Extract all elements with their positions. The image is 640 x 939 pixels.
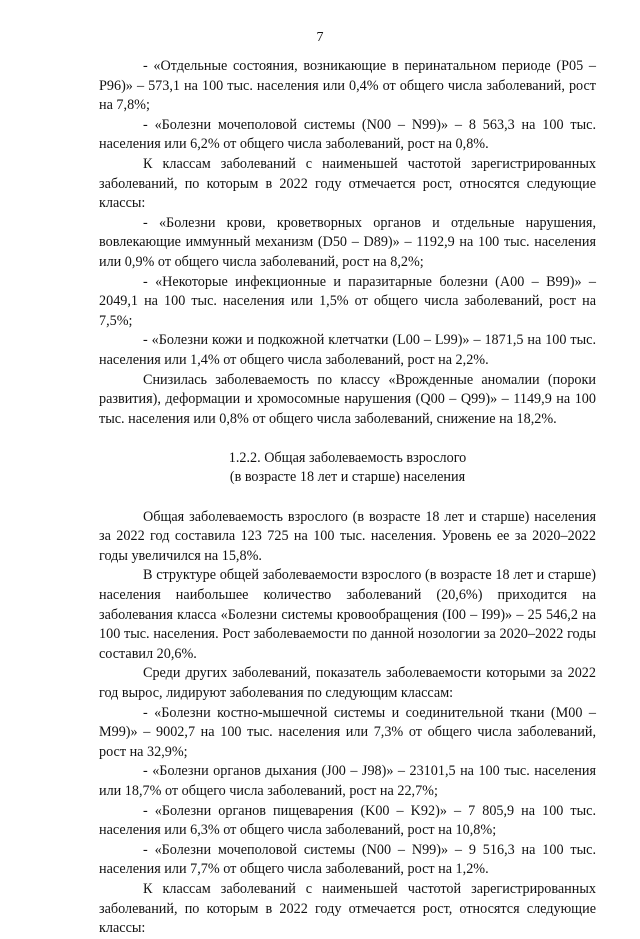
section-spacer bbox=[99, 488, 596, 508]
paragraph-adult-morbidity-structure: В структуре общей заболеваемости взрослого (в возрасте 18 лет и старше) населения наибольшее количество заболеваний (20,6%) приходится на заболевания класса «Болезни системы кровообращения (I00 – I99)» – 25 546,2 на 100 тыс. населения. Рост заболеваемости по данной нозологии за 2020–2022 годы составил 20,6%. bbox=[99, 567, 596, 662]
section-heading-line-1: 1.2.2. Общая заболеваемость взрослого bbox=[228, 449, 467, 466]
section-heading-line-2: (в возрасте 18 лет и старше) населения bbox=[229, 469, 466, 486]
paragraph-respiratory-diseases: - «Болезни органов дыхания (J00 – J98)» – 23101,5 на 100 тыс. населения или 18,7% от общего числа заболеваний, рост на 22,7%; bbox=[99, 763, 596, 799]
paragraph-digestive-diseases: - «Болезни органов пищеварения (K00 – K92)» – 7 805,9 на 100 тыс. населения или 6,3% от общего числа заболеваний, рост на 10,8%; bbox=[99, 802, 596, 839]
page-content bbox=[99, 57, 596, 939]
paragraph-genitourinary-diseases-adult: - «Болезни мочеполовой системы (N00 – N99)» – 9 516,3 на 100 тыс. населения или 7,7% от общего числа заболеваний, рост на 1,2%. bbox=[99, 841, 596, 878]
paragraph-perinatal-conditions: - «Отдельные состояния, возникающие в перинатальном периоде (P05 – P96)» – 573,1 на 100 тыс. населения или 0,4% от общего числа заболеваний, рост на 7,8%; bbox=[99, 58, 596, 114]
section-spacer bbox=[99, 429, 596, 449]
paragraph-infectious-diseases: - «Некоторые инфекционные и паразитарные болезни (A00 – B99)» – 2049,1 на 100 тыс. населения или 1,5% от общего числа заболеваний, рост на 7,5%; bbox=[99, 273, 596, 329]
paragraph-skin-diseases: - «Болезни кожи и подкожной клетчатки (L00 – L99)» – 1871,5 на 100 тыс. населения или 1,4% от общего числа заболеваний, рост на 2,2%. bbox=[99, 332, 596, 368]
paragraph-musculoskeletal-diseases: - «Болезни костно-мышечной системы и соединительной ткани (M00 – M99)» – 9002,7 на 100 тыс. населения или 7,3% от общего числа заболеваний, рост на 32,9%; bbox=[99, 704, 596, 760]
page-number: 7 bbox=[316, 30, 324, 45]
paragraph-lowest-frequency-intro: К классам заболеваний с наименьшей частотой зарегистрированных заболеваний, по которым в 2022 году отмечается рост, относятся следующие классы: bbox=[99, 155, 596, 212]
paragraph-genitourinary-diseases: - «Болезни мочеполовой системы (N00 – N99)» – 8 563,3 на 100 тыс. населения или 6,2% от общего числа заболеваний, рост на 0,8%. bbox=[99, 116, 596, 153]
paragraph-adult-morbidity-total: Общая заболеваемость взрослого (в возрасте 18 лет и старше) населения за 2022 год составила 123 725 на 100 тыс. населения. Уровень ее за 2020–2022 годы увеличился на 15,8%. bbox=[99, 508, 596, 564]
paragraph-other-diseases-intro: Среди других заболеваний, показатель заболеваемости которыми за 2022 год вырос, лидируют заболевания по следующим классам: bbox=[99, 665, 596, 701]
paragraph-lowest-frequency-intro-adult: К классам заболеваний с наименьшей частотой зарегистрированных заболеваний, по которым в 2022 году отмечается рост, относятся следующие классы: bbox=[99, 880, 596, 937]
section-heading bbox=[99, 449, 596, 488]
paragraph-congenital-anomalies: Снизилась заболеваемость по классу «Врожденные аномалии (пороки развития), деформации и хромосомные нарушения (Q00 – Q99)» – 1149,9 на 100 тыс. населения или 0,8% от общего числа заболеваний, снижение на 18,2%. bbox=[99, 371, 596, 427]
paragraph-blood-diseases: - «Болезни крови, кроветворных органов и отдельные нарушения, вовлекающие иммунный механизм (D50 – D89)» – 1192,9 на 100 тыс. населения или 0,9% от общего числа заболеваний, рост на 8,2%; bbox=[99, 214, 596, 270]
